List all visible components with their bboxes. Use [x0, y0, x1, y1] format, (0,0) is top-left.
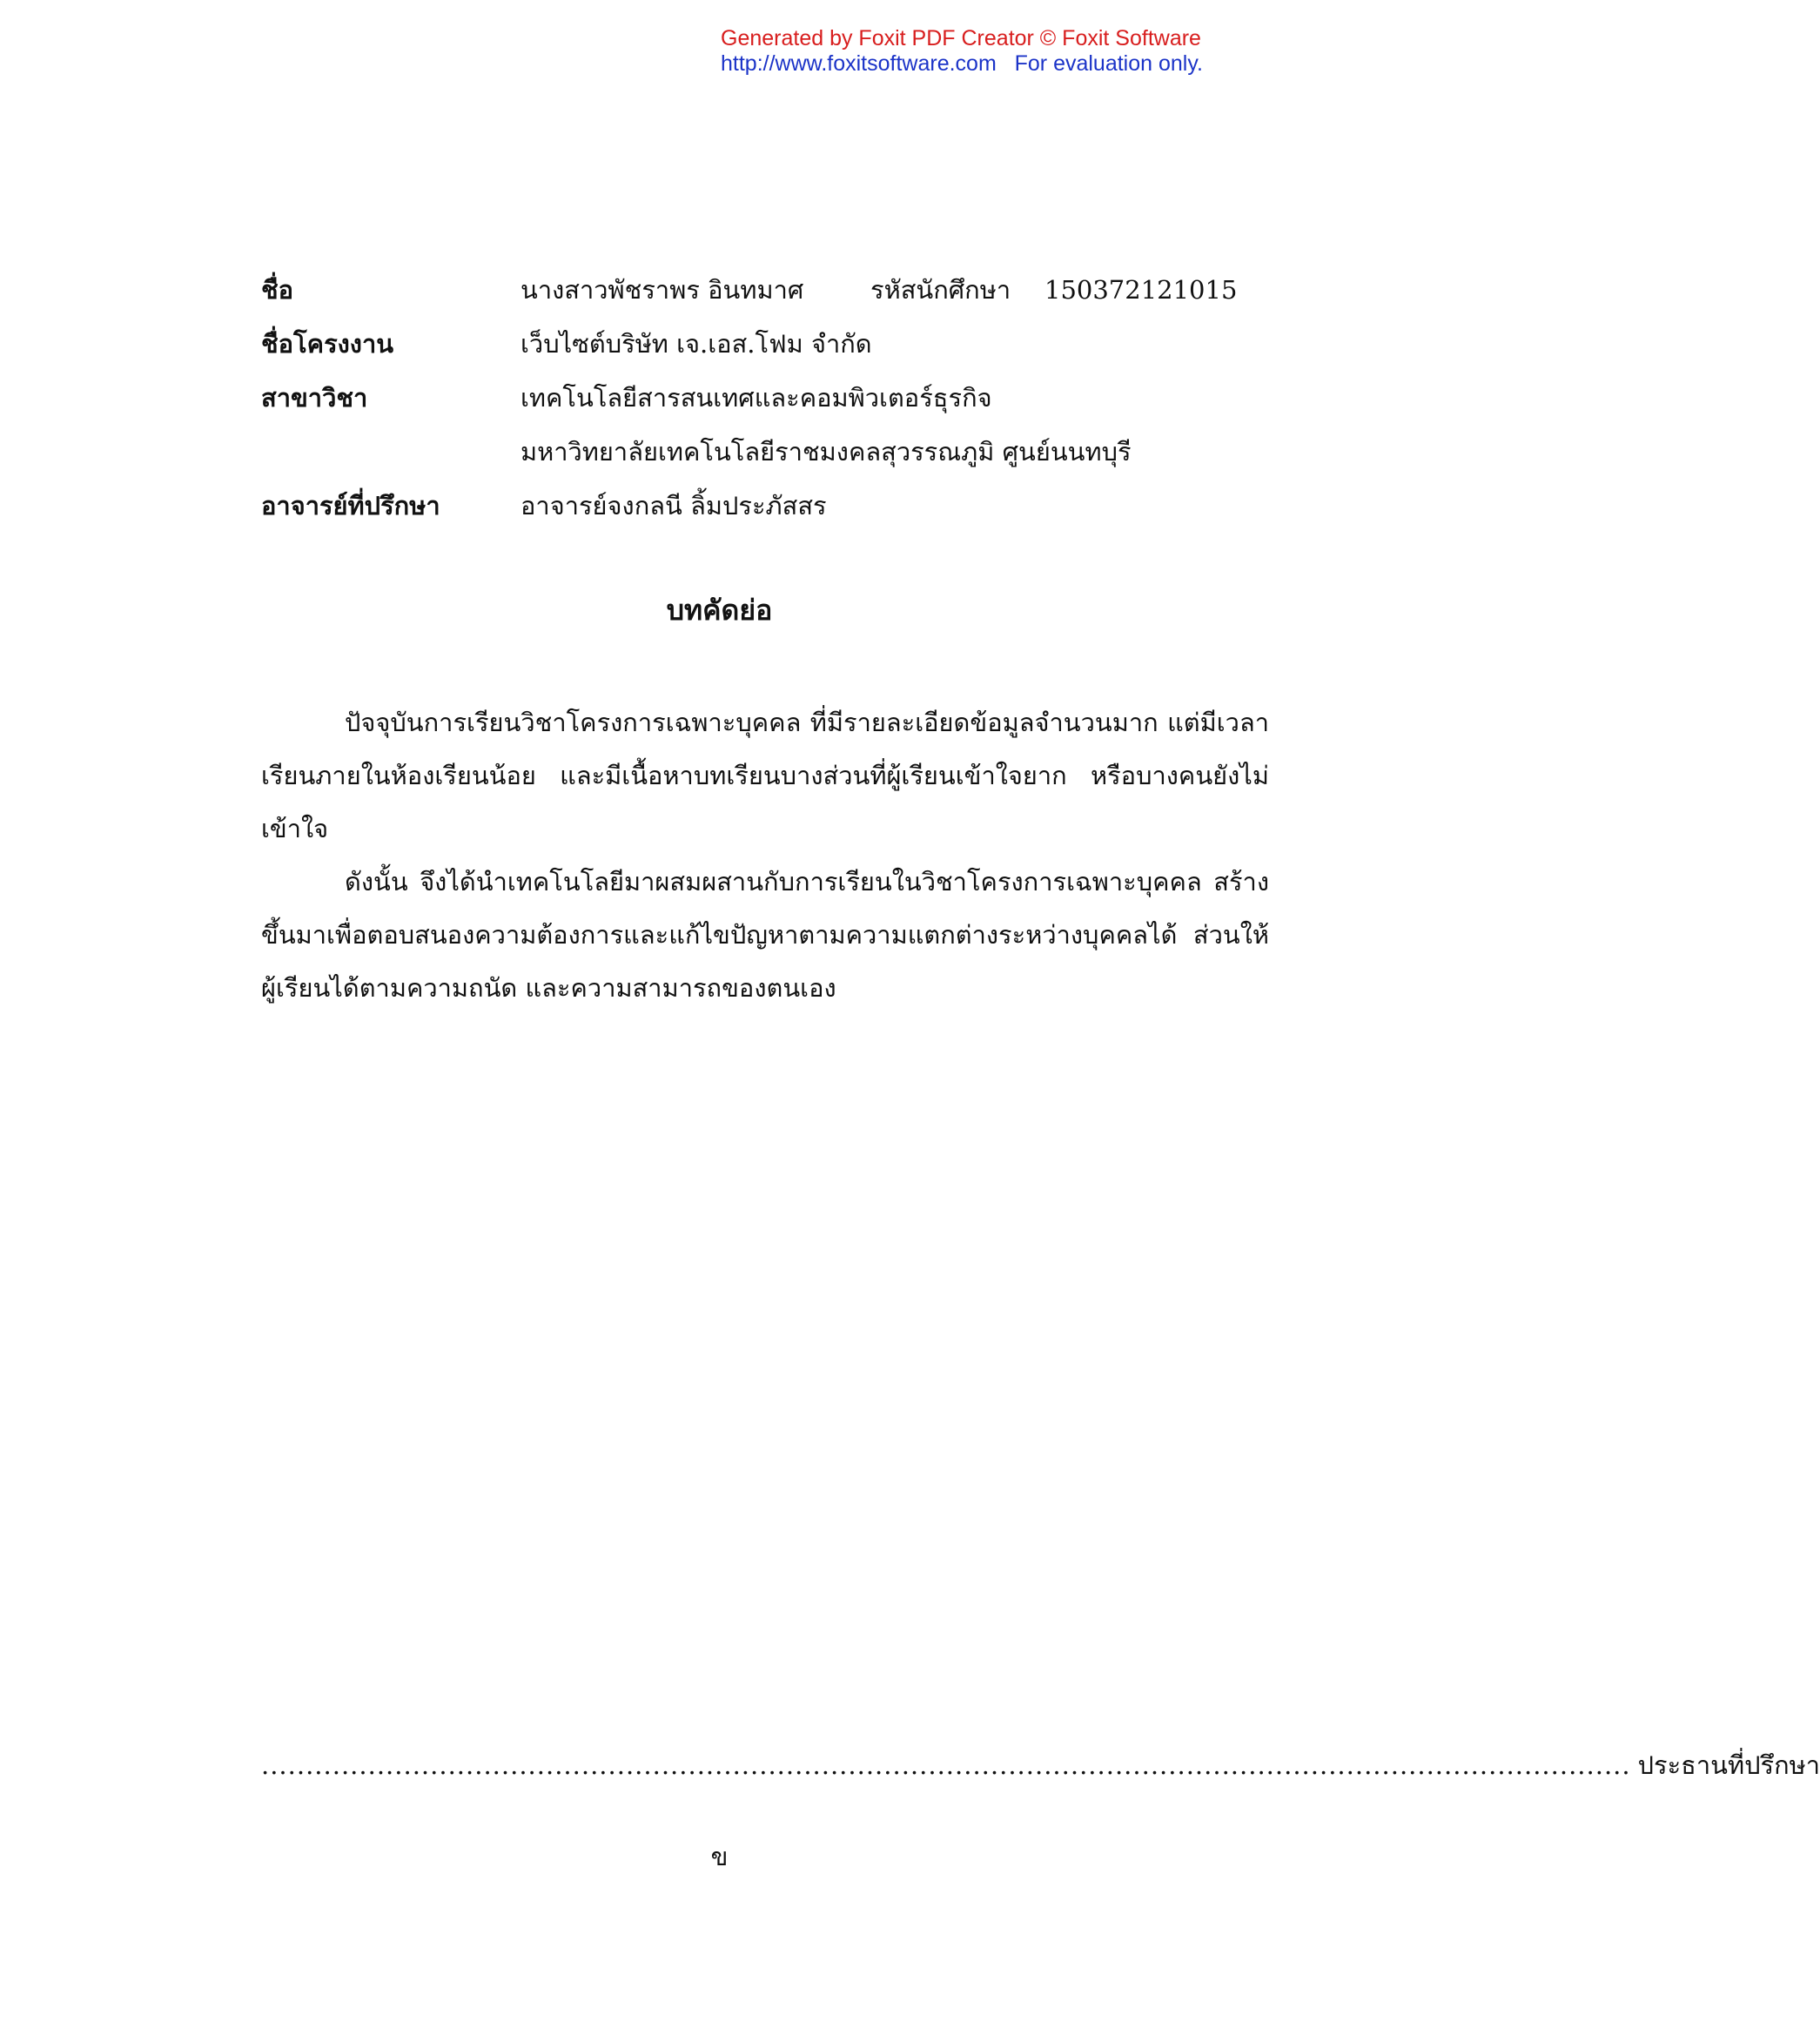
watermark-url-line — [721, 51, 1203, 77]
abstract-paragraph-2: ดังนั้น จึงได้นำเทคโนโลยีมาผสมผสานกับการเรียนในวิชาโครงการเฉพาะบุคคล สร้างขึ้นมาเพื่อตอบสนองความต้องการและแก้ไขปัญหาตามความแตกต่างระหว่างบุคคลได้ ส่วนให้ผู้เรียนได้ตามความถนัด และความสามารถของตนเอง — [261, 867, 1269, 1003]
abstract-title: บทคัดย่อ — [666, 594, 773, 627]
major-value: เทคโนโลยีสารสนเทศและคอมพิวเตอร์ธุรกิจ — [520, 383, 992, 413]
project-value: เว็บไซต์บริษัท เจ.เอส.โฟม จำกัด — [520, 329, 872, 359]
student-id-value: 150372121015 — [1044, 275, 1238, 305]
watermark-url[interactable]: http://www.foxitsoftware.com — [721, 51, 997, 76]
info-row-name — [261, 263, 1271, 317]
foxit-watermark — [721, 26, 1203, 77]
advisor-label: อาจารย์ที่ปรึกษา — [261, 491, 440, 521]
watermark-evaluation-note: For evaluation only. — [1014, 51, 1203, 76]
abstract-body — [261, 696, 1269, 1015]
signature-line — [261, 1745, 1820, 1785]
name-value: นางสาวพัชราพร อินทมาศ — [520, 275, 804, 305]
info-row-advisor — [261, 479, 1271, 533]
university-value: มหาวิทยาลัยเทคโนโลยีราชมงคลสุวรรณภูมิ ศูนย์นนทบุรี — [520, 437, 1132, 467]
student-id-label: รหัสนักศึกษา — [870, 275, 1011, 305]
signature-dots: .......................................................................................................................................................... — [261, 1750, 1631, 1780]
watermark-creator-text: Generated by Foxit PDF Creator © Foxit Software — [721, 26, 1201, 50]
info-row-project — [261, 317, 1271, 371]
project-label: ชื่อโครงงาน — [261, 329, 394, 359]
abstract-paragraph-1: ปัจจุบันการเรียนวิชาโครงการเฉพาะบุคคล ที่มีรายละเอียดข้อมูลจำนวนมาก แต่มีเวลาเรียนภายในห้องเรียนน้อย และมีเนื้อหาบทเรียนบางส่วนที่ผู้เรียนเข้าใจยาก หรือบางคนยังไม่เข้าใจ — [261, 708, 1269, 843]
signature-label: ประธานที่ปรึกษา — [1637, 1750, 1820, 1780]
info-row-university — [261, 425, 1271, 479]
major-label: สาขาวิชา — [261, 383, 368, 413]
info-row-major — [261, 371, 1271, 425]
name-label: ชื่อ — [261, 275, 294, 305]
project-info-block — [261, 263, 1271, 533]
advisor-value: อาจารย์จงกลนี ลิ้มประภัสสร — [520, 491, 827, 521]
page-number: ข — [710, 1842, 729, 1871]
